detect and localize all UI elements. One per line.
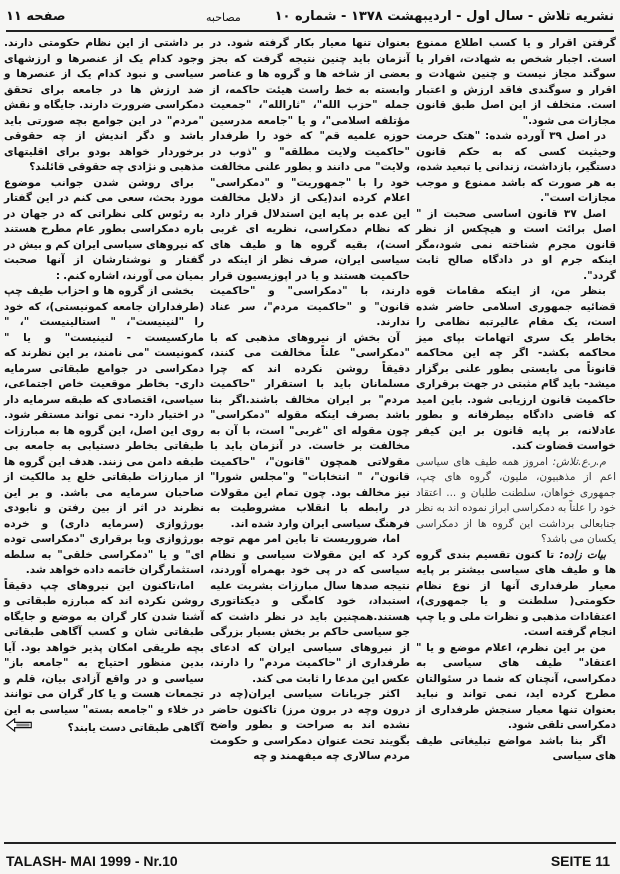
paragraph bbox=[4, 579, 204, 738]
paragraph: بخشی از گروه ها و احزاب طیف چپ (طرفداران جامعه کمونیستی)، که خود را "لنینیست"، " استالینیست "، " مارکسیست - لنینیست" و یا " کمونیست "می نامند، بر این نظرند که دمکراسی در جوامع طبقاتی سرمایه داری- بخاطر موقعیت خاص اجتماعی، سیاسی، اقتصادی که طبقه سرمایه دار در اختیار دارد- نمی تواند مستقر شود. روی این اصل، این گروه ها به مبارزات طبقاتی بخاطر دستیابی به جامعه بی طبقه دامن می زنند. هدف این گروه ها از مبارزات طبقاتی خلع ید مالکیت از صاحبان سرمایه می باشد. و بر این نظرند در اثر از بین رفتن و نابودی بورژوازی (سرمایه داری) و خرده بورژوازی وبا برقراری "دمکراسی توده ای" و یا "دمکراسی خلقی" به سلطه استثمارگران خاتمه داده خواهد شد. bbox=[4, 285, 204, 576]
publication-title: نشریه تلاش - سال اول - اردیبهشت ۱۳۷۸ - شماره ۱۰ bbox=[274, 9, 614, 24]
paragraph: بنظر من، از اینکه مقامات قوه قضائیه جمهوری اسلامی حاضر شده است، یک مقام عالیرتبه نظامی را بخاطر یک سری اتهامات بپای میز محاکمه بکشد- اگر چه این محاکمه قانوناً می بایستی بطور علنی برگزار میشد- باید گام مثبتی در جهت برقراری حاکمیت قانون ارزیابی شود. باین امید که قاضی دادگاه بیطرفانه و بطور عادلانه، بر پایه قانون بر این کیفر خواست قضاوت کند. bbox=[416, 285, 616, 452]
page-header bbox=[6, 8, 614, 32]
paragraph: گرفتن اقرار و یا کسب اطلاع ممنوع است. اجبار شخص به شهادت، اقرار یا سوگند مجاز نیست و چنین شهادت و اقرار و سوگندی فاقد ارزش و اعتبار است. متخلف از این اصل طبق قانون مجازات می شود." bbox=[416, 37, 616, 127]
paragraph: اگر بنا باشد مواضع تبلیغاتی طیف های سیاسی bbox=[416, 734, 616, 762]
paragraph: من بر این نظرم، اعلام موضع و یا " اعتقاد" طیف های سیاسی به دمکراسی، آنچنان که شما در سئوالتان مطرح کرده اید، نمی تواند و نباید بعنوان تنها معیار سنجش طرفداری از دمکراسی تلقی شود. bbox=[416, 641, 616, 731]
paragraph: بعنوان تنها معیار بکار گرفته شود. در آنزمان باید چنین نتیجه گرفت که بجز بعضی از شاخه ها و گروه ها و عناصر وابسته به خط راست هیئت حاکمه، از جمله "حزب الله"، "ثارالله"، "جمعیت مؤتلفه اسلامی"، و یا "جامعه مدرسین حوزه علمیه قم" که خود را طرفدار "حاکمیت ولایت مطلقه" و "ذوب در ولایت" می دانند و بطور علنی مخالفت خود را با "جمهوریت" و "دمکراسی" اعلام کرده اند(یکی از دلایل مخالفت این عده بر پایه این استدلال قرار دارد که نظام دمکراسی، نظریه ای غربی است)، بقیه گروه ها و طیف های سیاسی ایران، صرف نظر از اینکه در حاکمیت هستند و یا در اپوزیسیون قرار دارند، با "دمکراسی" و "حاکمیت قانون" و "حاکمیت مردم"، سر عناد ندارند. bbox=[210, 37, 410, 328]
section-name: مصاحبه bbox=[206, 11, 241, 24]
page-number: صفحه ۱۱ bbox=[6, 9, 66, 24]
column-middle bbox=[210, 36, 410, 765]
continue-arrow-icon bbox=[4, 718, 44, 738]
paragraph: آن بخش از نیروهای مذهبی که با "دمکراسی" علناً مخالفت می کنند، دقیقاً روشن نکرده اند که چرا مسلمانان باید با استقرار "حاکمیت مردم" بر ایران مخالف باشند.اگر بنا باشد بصرف اینکه مقوله "دمکراسی" چون مقوله ای "غربی" است، با آن به مخالفت بر خاست. در آنزمان باید با مقولاتی همچون "قانون"، "حاکمیت قانون"، " انتخابات" و"مجلس شورا" نیز مخالف بود. چون تمام این مقولات در رابطه با انقلاب مشروطیت به فرهنگ سیاسی ایران وارد شده اند. bbox=[210, 331, 410, 530]
column-right bbox=[416, 36, 616, 765]
interviewer-label: م.ر.ع.تلاش: bbox=[552, 455, 606, 468]
paragraph: اکثر جریانات سیاسی ایران(چه در درون وچه در برون مرز) تاکنون حاضر نشده اند به صراحت و بطور واضح بگویند تحت عنوان دمکراسی و حکومت مردم سالاری چه میفهمند و چه bbox=[210, 688, 410, 762]
footer-divider bbox=[4, 842, 616, 844]
answer-text: تا کنون تقسیم بندی گروه ها و طیف های سیاسی بیشتر بر پایه معیار طرفداری آنها از نوع نظام حکومتی( سلطنت و یا جمهوری)، اعتقادات مذهبی و نظرات ملی و یا چپ انجام گرفته است. bbox=[416, 548, 616, 638]
question-text: امروز همه طیف های سیاسی اعم از مذهبیون، ملیون، گروه های چپ، جمهوری خواهان، سلطنت طلبان و ... اعتقاد خود را علناً به دمکراسی ابراز نموده اند به نظر جنابعالی برداشت این گروه ها از دمکراسی یکسان می باشد؟ bbox=[416, 455, 616, 545]
footer-publication: TALASH- MAI 1999 - Nr.10 bbox=[6, 853, 178, 869]
paragraph: بر داشتی از این نظام حکومتی دارند. وجود کدام یک از عنصرها و ارزشهای سیاسی و نبود کدام یک از عنصرها و ضد ارزش ها در جامعه برای تحقق دمکراسی ضرورت دارند. جایگاه و نقش "مردم" در این جوامع بچه صورتی باید باشد و دگر اندیش از چه حقوقی برخوردار خواهد بودو برای اقلیتهای مذهبی و نژادی چه حقوقی قائلند؟ bbox=[4, 37, 204, 173]
interview-answer bbox=[416, 548, 616, 641]
paragraph: در اصل ۳۹ آورده شده: "هتک حرمت وحیثیت کسی که به حکم قانون دستگیر، بازداشت، زندانی یا تبعید شده، به هر صورت که باشد ممنوع و موجب مجازات است". bbox=[416, 130, 616, 204]
paragraph: اصل ۳۷ قانون اساسی صحبت از " اصل برائت است و هیچکس از نظر قانون مجرم شناخته نمی شود،مگر اینکه جرم او در دادگاه صالح ثابت گردد". bbox=[416, 207, 616, 282]
column-left bbox=[4, 36, 204, 738]
footer-page-number: SEITE 11 bbox=[550, 853, 610, 869]
interviewee-label: بیات زاده: bbox=[559, 548, 606, 561]
paragraph: برای روشن شدن جوانب موضوع مورد بحث، سعی می کنم در این گفتار به رئوس کلی نظراتی که در جهان در باره دمکراسی بطور عام مطرح هستند که نیروهای سیاسی ایران کم و بیش در گفتار و نوشتارشان از آنها صحبت بمیان می آورند، اشاره کنم. : bbox=[4, 176, 204, 282]
interview-question bbox=[416, 455, 616, 548]
paragraph: اما، ضروریست تا باین امر مهم توجه کرد که این مقولات سیاسی و نظام سیاسی که در پی خود بهمراه آوردند، نتیجه صدها سال مبارزات بشریت علیه استبداد، خود کامگی و دیکتاتوری هستند.همچنین باید در نظر داشت که جو سیاسی حاکم بر بخش بسیار بزرگی از نیروهای سیاسی ایران که ادعای طرفداری از "حاکمیت مردم" را دارند، عکس این مدعا را ثابت می کند. bbox=[210, 533, 410, 685]
paragraph-text: اما،تاکنون این نیروهای چپ دقیقاً روشن نکرده اند که مبارزه طبقاتی و آشنا شدن کار گران به موضع و جایگاه طبقاتی شان و کسب آگاهی طبقاتی بچه طریقی امکان پذیر خواهد بود. آیا بدین منظور احتیاج به "جامعه باز" سیاسی و در واقع آزادی بیان، قلم و تجمعات هست و یا کار گران می توانند در خلاء و "جامعه بسته" سیاسی به این آگاهی طبقاتی دست یابند؟ bbox=[4, 579, 204, 734]
